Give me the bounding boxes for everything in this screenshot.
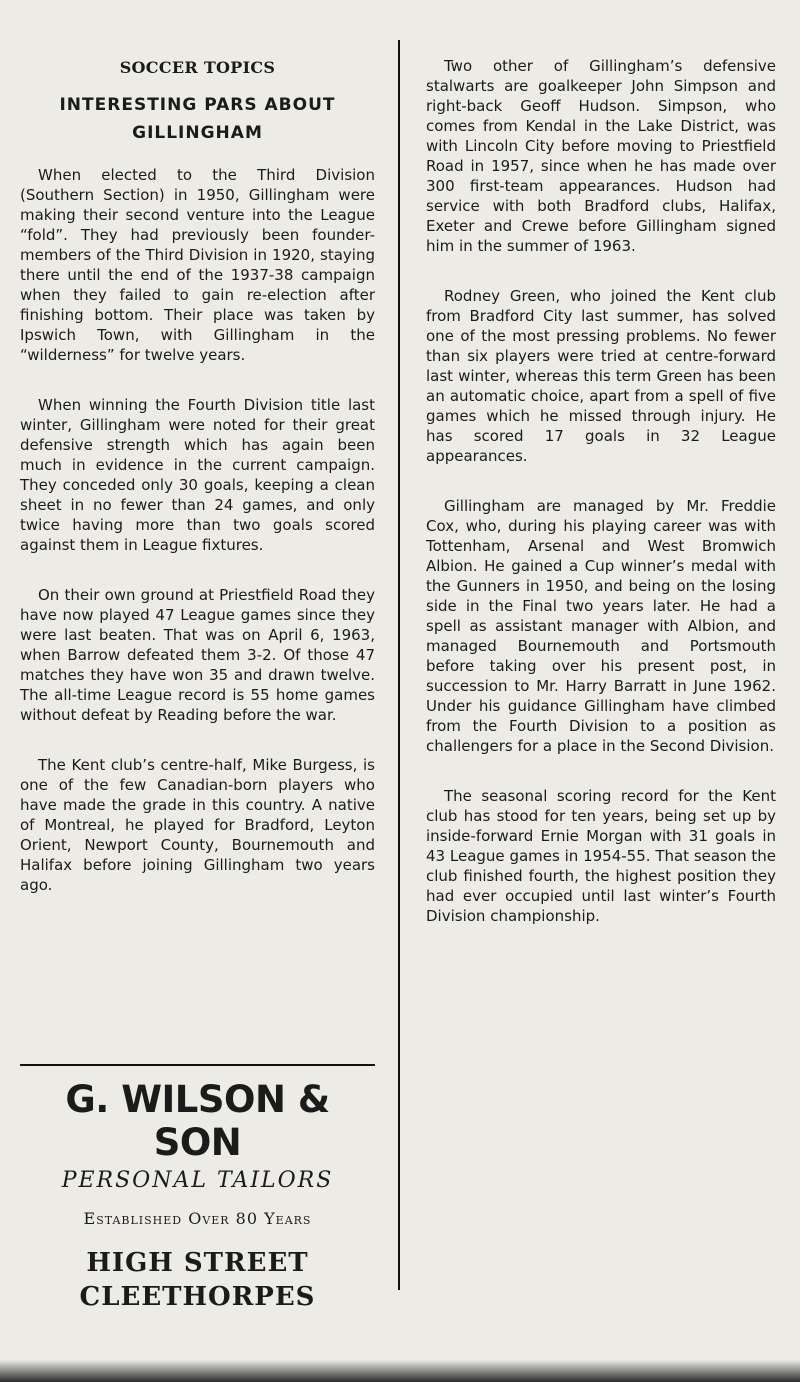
advert-rule bbox=[20, 1064, 375, 1066]
advert-business-name: G. WILSON & SON bbox=[65, 1078, 330, 1164]
right-column bbox=[426, 56, 776, 956]
advert-subtitle: PERSONAL TAILORS bbox=[61, 1168, 334, 1193]
right-paragraph-1: Two other of Gillingham’s defensive stalwarts are goalkeeper John Simpson and right-back Geoff Hudson. Simpson, who comes from Kendal in the Lake District, was with Lincoln City before moving to Priestfield Road in 1957, since when he has made over 300 first-team appearances. Hudson had service with both Bradford clubs, Halifax, Exeter and Crewe before Gillingham signed him in the summer of 1963. bbox=[426, 57, 776, 255]
left-column bbox=[20, 52, 375, 925]
right-paragraph-3: Gillingham are managed by Mr. Freddie Cox, who, during his playing career was with Tottenham, Arsenal and West Bromwich Albion. He gained a Cup winner’s medal with the Gunners in 1950, and being on the losing side in the Final two years later. He had a spell as assistant manager with Albion, and managed Bournemouth and Portsmouth before taking over his present post, in succession to Mr. Harry Barratt in June 1962. Under his guidance Gillingham have climbed from the Fourth Division to a position as challengers for a place in the Second Division. bbox=[426, 497, 776, 755]
right-paragraph-4: The seasonal scoring record for the Kent club has stood for ten years, being set up by inside-forward Ernie Morgan with 31 goals in 43 League games in 1954-55. That season the club finished fourth, the highest position they had ever occupied until last winter’s Fourth Division championship. bbox=[426, 787, 776, 925]
right-paragraph-2: Rodney Green, who joined the Kent club from Bradford City last summer, has solved one of the most pressing problems. No fewer than six players were tried at centre-forward last winter, whereas this term Green has been an automatic choice, apart from a spell of five games which he missed through injury. He has scored 17 goals in 32 League appearances. bbox=[426, 287, 776, 465]
advert-street: HIGH STREET bbox=[86, 1248, 309, 1278]
advert-address bbox=[20, 1246, 375, 1314]
article-title bbox=[20, 91, 375, 147]
left-paragraph-2: When winning the Fourth Division title last winter, Gillingham were noted for their great defensive strength which has again been much in evidence in the current campaign. They conceded only 30 goals, keeping a clean sheet in no fewer than 24 games, and only twice having more than two goals scored against them in League fixtures. bbox=[20, 396, 375, 554]
column-divider bbox=[398, 40, 400, 1290]
page-bottom-edge bbox=[0, 1360, 800, 1382]
left-paragraph-4: The Kent club’s centre-half, Mike Burgess, is one of the few Canadian-born players who have made the grade in this country. A native of Montreal, he played for Bradford, Leyton Orient, Newport County, Bournemouth and Halifax before joining Gillingham two years ago. bbox=[20, 756, 375, 894]
article-title-line-1: INTERESTING PARS ABOUT bbox=[59, 95, 336, 115]
tailor-advert bbox=[20, 1070, 375, 1314]
section-title: SOCCER TOPICS bbox=[119, 58, 276, 77]
left-paragraph-3: On their own ground at Priestfield Road they have now played 47 League games since they were last beaten. That was on April 6, 1963, when Barrow defeated them 3-2. Of those 47 matches they have won 35 and drawn twelve. The all-time League record is 55 home games without defeat by Reading before the war. bbox=[20, 586, 375, 724]
article-title-line-2: GILLINGHAM bbox=[132, 123, 263, 143]
advert-town: CLEETHORPES bbox=[79, 1282, 316, 1312]
advert-established: Established Over 80 Years bbox=[83, 1209, 312, 1228]
left-paragraph-1: When elected to the Third Division (Southern Section) in 1950, Gillingham were making their second venture into the League “fold”. They had previously been founder-members of the Third Division in 1920, staying there until the end of the 1937-38 campaign when they failed to gain re-election after finishing bottom. Their place was taken by Ipswich Town, with Gillingham in the “wilderness” for twelve years. bbox=[20, 166, 375, 364]
